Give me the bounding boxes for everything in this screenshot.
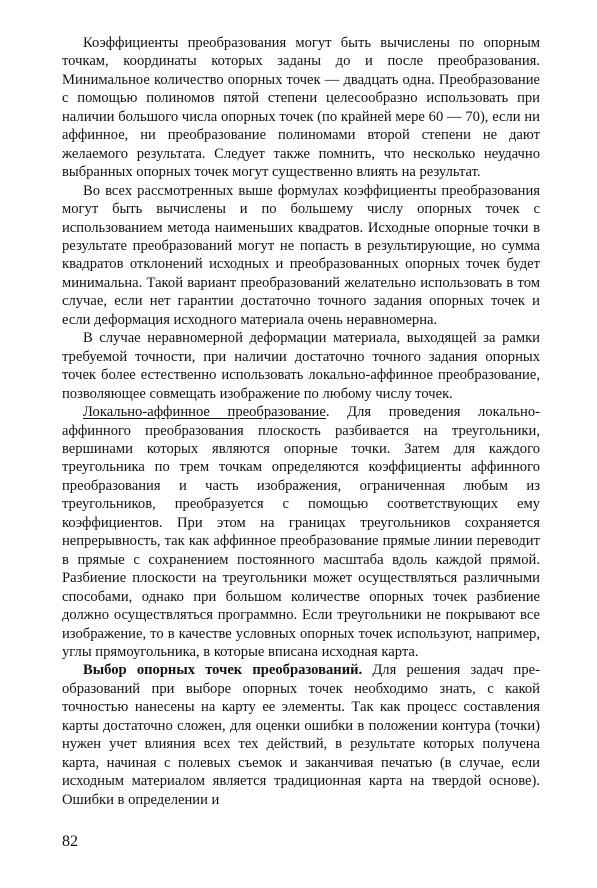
paragraph-3 [62, 329, 540, 403]
paragraph-4 [62, 403, 540, 661]
paragraph-2-text: Во всех рассмотренных выше формулах коэффициенты преобразования могут быть вычислены и по большему числу опорных точек с использованием метода наименьших квадратов. Исходные опорные точки в результате преобразований могут не попасть в результирующие, но сумма квадратов отклонений исходных и преобразованных опорных точек будет минимальна. Такой вариант преобразований желательно использовать в том случае, если нет гарантии достаточно точного задания опорных точек и если деформация исходного материала очень неравномерна. [62, 182, 540, 328]
paragraph-4-text: . Для проведения локально-аффинного преобразования плоскость разбивается на треугольники, вершинами которых являются опорные точки. Затем для каждого треугольника по трем точкам определяются коэффициенты аффинного преобразования и часть изображения, ограниченная любым из треугольников, преобразуется с помощью соответствующих ему коэффициентов. При этом на границах треугольников сохраняется непрерывность, так как аффинное преобразование прямые линии переводит в прямые с сохранением постоянного масштаба вдоль каждой прямой. Разбиение плоскости на треугольники может осуществляться различными способами, однако при большом количестве опорных точек разбиение должно осуществляться программно. Если треугольники не покрывают все изображение, то в качестве условных опорных точек используют, например, углы прямоугольника, в которые вписана исходная карта. [62, 404, 540, 660]
page-text [62, 34, 540, 809]
section-heading-local-affine: Локально-аффинное преобразование [83, 404, 326, 421]
paragraph-5 [62, 661, 540, 809]
paragraph-2 [62, 182, 540, 330]
paragraph-1-text: Коэффициенты преобразования могут быть вычислены по опорным точкам, координаты которых заданы до и после преобразования. Минимальное количество опорных точек — двадцать одна. Преобразование с помощью полиномов пятой степени целесообразно использовать при наличии большого числа опорных точек (по крайней мере 60 — 70), если ни аффинное, ни преобразование полиномами второй степени не дают желаемого результата. Следует также помнить, что несколько неудачно выбранных опорных точек могут существенно влиять на результат. [62, 35, 540, 181]
section-heading-control-points: Выбор опорных точек преобразований. [83, 662, 363, 679]
paragraph-3-text: В случае неравномерной деформации материала, выходящей за рамки требуемой точности, при наличии достаточно точного задания опорных точек более естественно использовать локально-аффинное преобразование, позволяющее совмещать изображение по любому числу точек. [62, 330, 540, 402]
paragraph-1 [62, 34, 540, 182]
page-number: 82 [62, 833, 78, 850]
paragraph-5-text: Для решения задач преобразований при выборе опорных точек необходимо знать, с какой точностью нанесены на карту ее элементы. Так как процесс составления карты достаточно сложен, для оценки ошибки в положении контура (точки) нужен учет влияния всех тех действий, в результате которых получена карта, начиная с полевых съемок и заканчивая печатью (в случае, если исходным материалом является традиционная карта на твердой основе). Ошибки в определении и [62, 662, 540, 808]
